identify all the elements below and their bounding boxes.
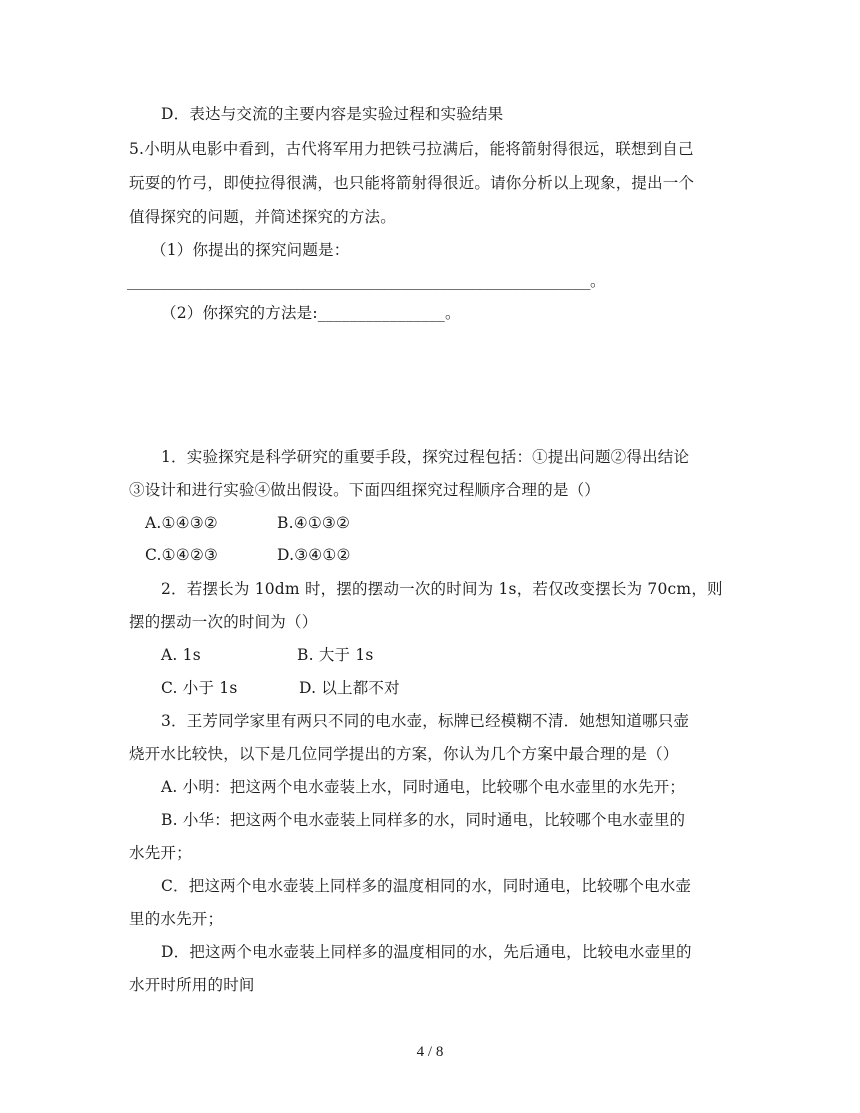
question-3-option-d-line-1: D．把这两个电水壶装上同样多的温度相同的水，先后通电，比较电水壶里的: [161, 943, 692, 961]
question-2-option-b: B. 大于 1s: [297, 646, 374, 664]
question-3-option-b-line-1: B. 小华：把这两个电水壶装上同样多的水，同时通电，比较哪个电水壶里的: [161, 811, 686, 829]
question-5-sub-1-label: （1）你提出的探究问题是：: [151, 241, 350, 259]
question-5-line-1: 5.小明从电影中看到，古代将军用力把铁弓拉满后，能将箭射得很远，联想到自己: [129, 140, 694, 158]
question-2-option-d: D. 以上都不对: [299, 679, 400, 697]
question-1-option-c: C.①④②③: [145, 546, 219, 564]
question-1-line-1: 1．实验探究是科学研究的重要手段，探究过程包括：①提出问题②得出结论: [161, 448, 690, 466]
question-3-option-a: A. 小明：把这两个电水壶装上水，同时通电，比较哪个电水壶里的水先开；: [161, 778, 686, 796]
question-1-option-b: B.④①③②: [277, 514, 351, 532]
question-2-line-2: 摆的摆动一次的时间为（）: [129, 613, 318, 631]
question-1-option-d: D.③④①②: [277, 546, 351, 564]
question-2-options-ab: [161, 645, 374, 665]
question-3-line-2: 烧开水比较快，以下是几位同学提出的方案，你认为几个方案中最合理的是（）: [129, 745, 679, 763]
question-1-options-ab: [145, 513, 350, 533]
question-1-option-a: A.①④③②: [145, 514, 218, 532]
question-1-options-cd: [145, 545, 351, 565]
question-1-line-2: ③设计和进行实验④做出假设。下面四组探究过程顺序合理的是（）: [129, 481, 601, 499]
question-2-options-cd: [161, 678, 400, 698]
question-3-line-1: 3．王芳同学家里有两只不同的电水壶，标牌已经模糊不清．她想知道哪只壶: [161, 712, 690, 730]
question-2-option-c: C. 小于 1s: [161, 679, 238, 697]
question-5-sub-2: （2）你探究的方法是:________________。: [161, 304, 461, 322]
question-5-line-3: 值得探究的问题，并简述探究的方法。: [129, 208, 396, 226]
question-3-option-d-line-2: 水开时所用的时间: [129, 976, 255, 994]
question-3-option-b-line-2: 水先开；: [129, 844, 192, 862]
page-number: 4 / 8: [416, 1044, 444, 1060]
option-d-statement: D．表达与交流的主要内容是实验过程和实验结果: [161, 105, 504, 123]
question-5-line-2: 玩耍的竹弓，即使拉得很满，也只能将箭射得很近。请你分析以上现象，提出一个: [129, 174, 695, 192]
question-3-option-c-line-1: C．把这两个电水壶装上同样多的温度相同的水，同时通电，比较哪个电水壶: [161, 877, 692, 895]
question-2-line-1: 2．若摆长为 10dm 时，摆的摆动一次的时间为 1s，若仅改变摆长为 70cm，则: [161, 580, 723, 598]
question-5-sub-1-blank: _______________________________________________________________。: [127, 272, 606, 290]
question-2-option-a: A. 1s: [161, 646, 201, 664]
question-3-option-c-line-2: 里的水先开；: [129, 910, 224, 928]
